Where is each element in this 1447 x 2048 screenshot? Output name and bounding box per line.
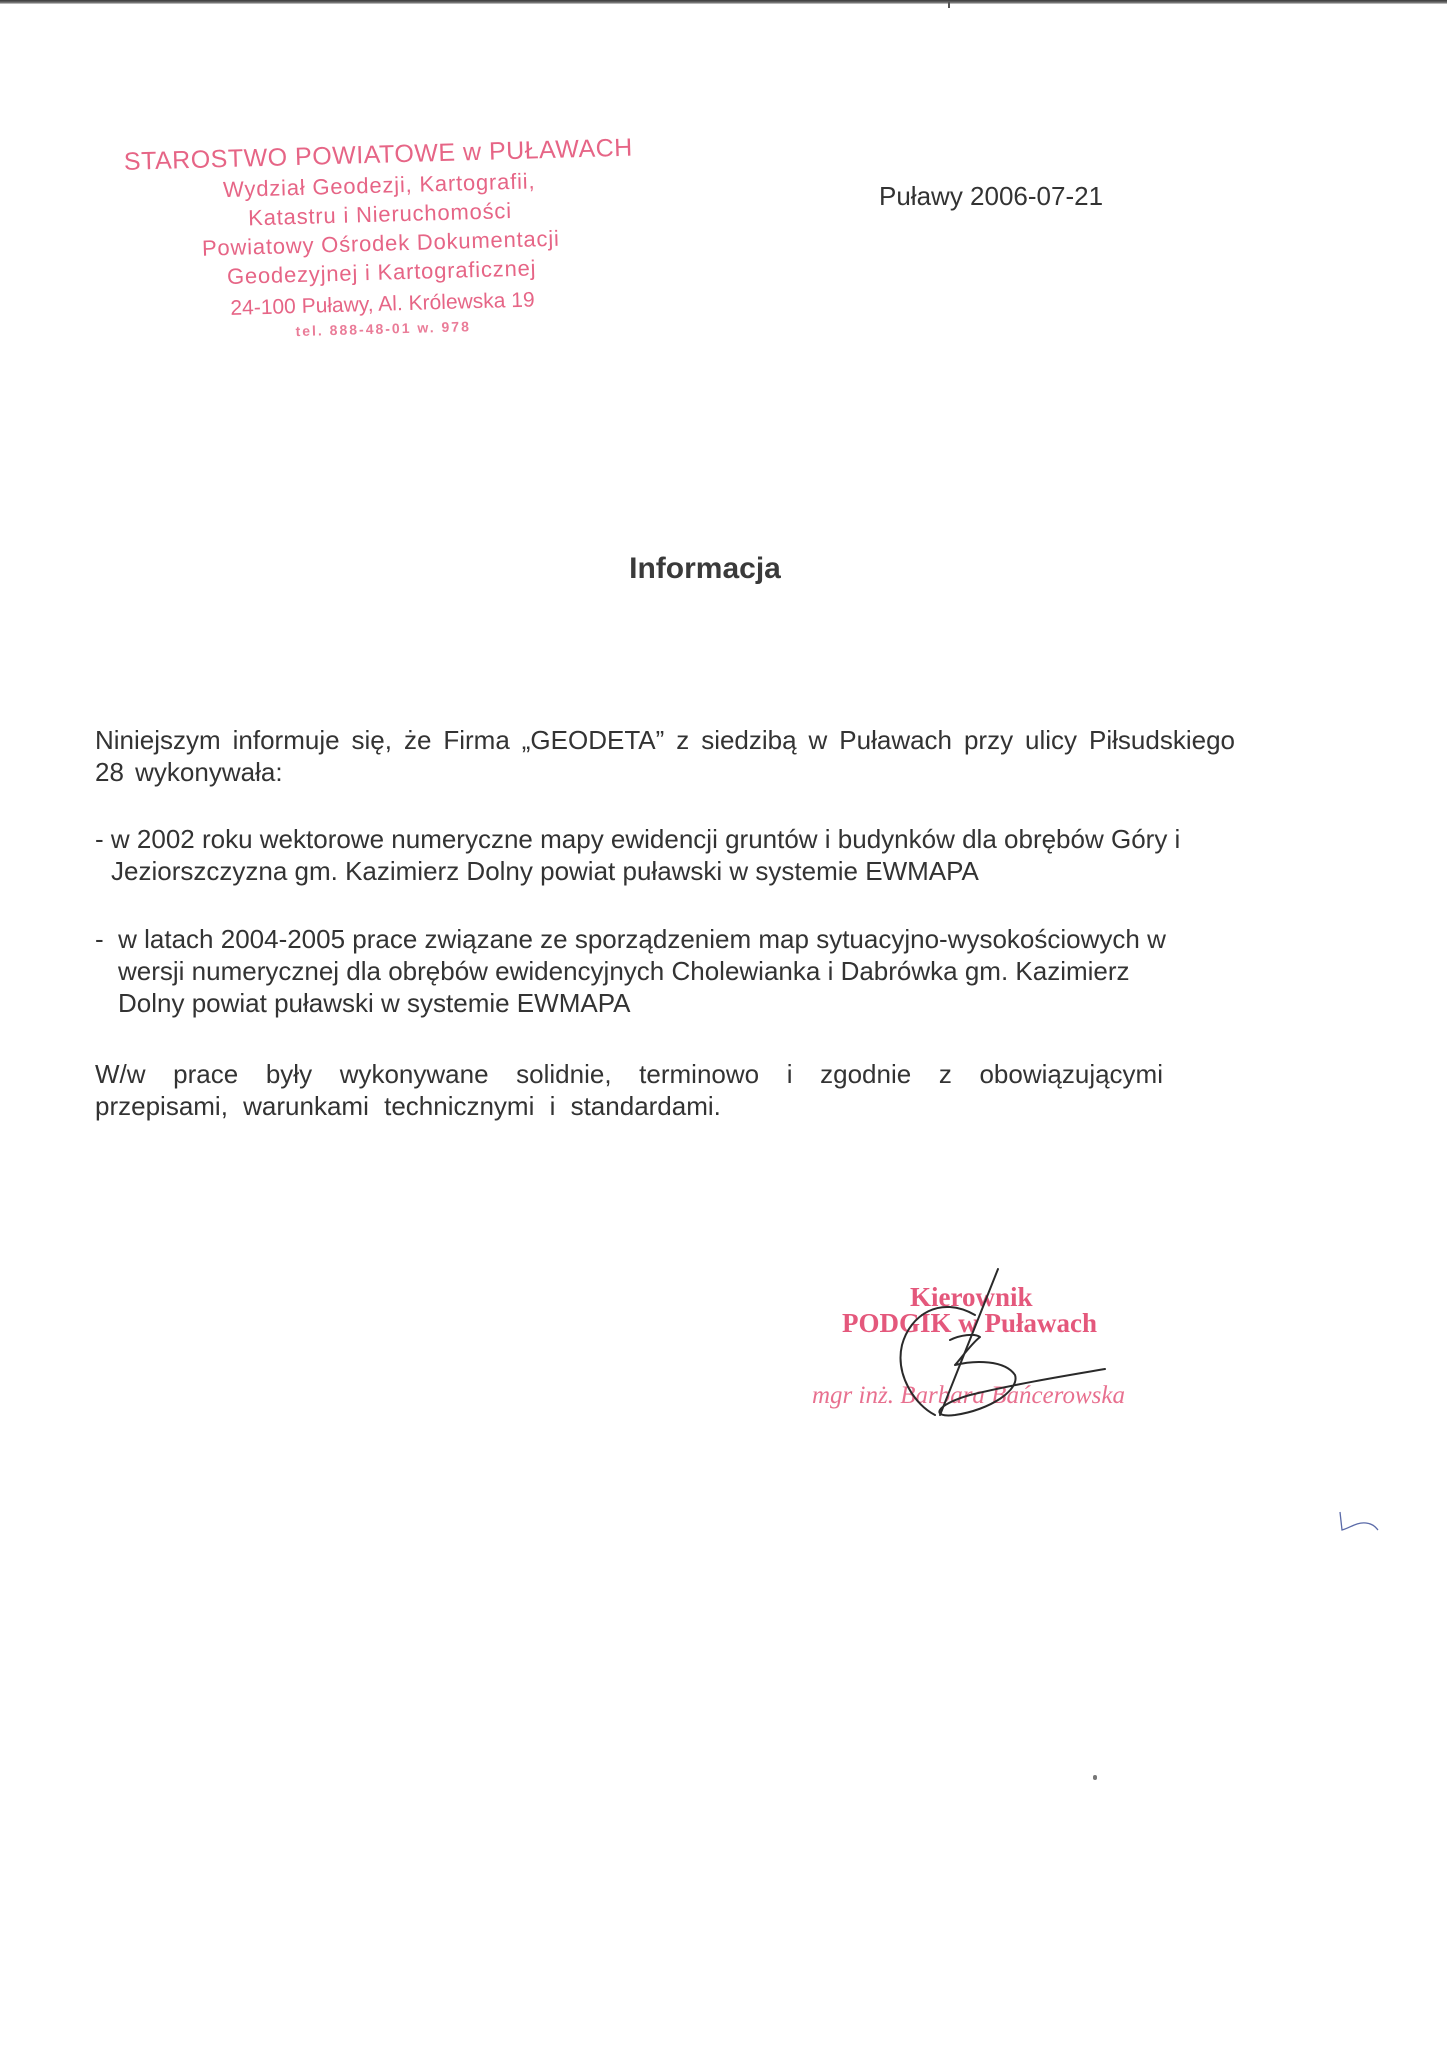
closing-paragraph: W/w prace były wykonywane solidnie, terminowo i zgodnie z obowiązującymi przepisami, warunkami technicznymi i standardami. xyxy=(95,1059,1163,1121)
document-date: Puławy 2006-07-21 xyxy=(879,181,1104,211)
stray-dot xyxy=(1093,1775,1097,1780)
bullet-text-line1: w 2002 roku wektorowe numeryczne mapy ewidencji gruntów i budynków dla obrębów Góry i xyxy=(110,824,1181,854)
pen-mark-icon xyxy=(1338,1510,1388,1540)
stamp-line-phone: tel. 888-48-01 w. 978 xyxy=(295,318,472,340)
bullet-dash: - xyxy=(95,924,104,954)
bullet-line xyxy=(95,955,1335,987)
bullet-text-line2: wersji numerycznej dla obrębów ewidencyjnych Cholewianka i Dabrówka gm. Kazimierz xyxy=(118,956,1130,986)
bullet-text-line2: Jeziorszczyzna gm. Kazimierz Dolny powiat puławski w systemie EWMAPA xyxy=(111,856,979,886)
bullet-dash: - xyxy=(95,824,104,854)
office-stamp xyxy=(118,131,643,343)
stamp-line-center: Powiatowy Ośrodek Dokumentacji xyxy=(201,225,561,261)
signer-name: mgr inż. Barbara Bańcerowska xyxy=(812,1382,1125,1409)
stamp-line-department-cont: Katastru i Nieruchomości xyxy=(247,198,513,231)
bullet-item-2004-2005 xyxy=(95,923,1335,1019)
signer-position: Kierownik xyxy=(910,1282,1033,1312)
document-title: Informacja xyxy=(629,552,781,585)
bullet-line xyxy=(95,923,1335,955)
stamp-line-department: Wydział Geodezji, Kartografii, xyxy=(222,168,536,203)
bullet-item-2002 xyxy=(95,823,1335,887)
intro-paragraph: Niniejszym informuje się, że Firma „GEODETA” z siedzibą w Puławach przy ulicy Piłsudskiego 28 wykonywała: xyxy=(95,725,1235,787)
handwritten-signature-icon xyxy=(880,1265,1140,1425)
scan-top-edge xyxy=(0,0,1447,4)
stamp-line-center-cont: Geodezyjnej i Kartograficznej xyxy=(226,255,537,290)
stamp-line-office: STAROSTWO POWIATOWE w PUŁAWACH xyxy=(123,133,634,176)
signer-office: PODGIK w Puławach xyxy=(842,1308,1098,1338)
bullet-line xyxy=(95,823,1335,855)
bullet-text-line3: Dolny powiat puławski w systemie EWMAPA xyxy=(118,988,631,1018)
bullet-line xyxy=(95,987,1335,1019)
scan-mark xyxy=(948,2,950,8)
bullet-text-line1: w latach 2004-2005 prace związane ze sporządzeniem map sytuacyjno-wysokościowych w xyxy=(118,924,1166,954)
stamp-line-address: 24-100 Puławy, Al. Królewska 19 xyxy=(230,288,535,320)
bullet-line xyxy=(95,855,1335,887)
